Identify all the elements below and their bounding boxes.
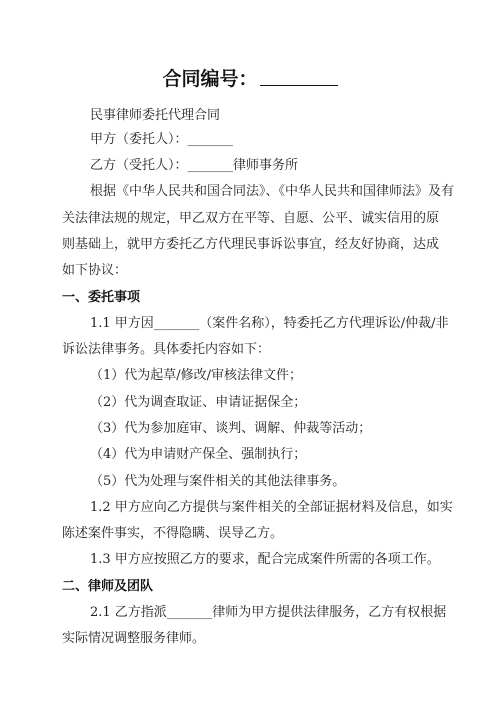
clause-1-2-line-2: 陈述案件事实，不得隐瞒、误导乙方。 [62, 526, 284, 541]
list-item-3: （3）代为参加庭审、谈判、调解、仲裁等活动； [90, 421, 372, 436]
clause-1-2-line-1: 1.2 甲方应向乙方提供与案件相关的全部证据材料及信息，如实 [90, 500, 453, 515]
list-item-1: （1）代为起草/修改/审核法律文件； [90, 368, 303, 383]
list-item-5: （5）代为处理与案件相关的其他法律事务。 [90, 474, 346, 489]
list-item-4: （4）代为申请财产保全、强制执行； [90, 447, 307, 462]
section-heading-1: 一、委托事项 [62, 290, 141, 305]
list-item-2: （2）代为调查取证、申请证据保全； [90, 395, 307, 410]
contract-subtitle: 民事律师委托代理合同 [90, 108, 221, 123]
preamble-line-3: 则基础上，就甲方委托乙方代理民事诉讼事宜，经友好协商，达成 [62, 237, 440, 252]
section-heading-2: 二、律师及团队 [62, 579, 154, 594]
clause-1-1-line-1: 1.1 甲方因_______（案件名称），特委托乙方代理诉讼/仲裁/非 [90, 316, 449, 331]
clause-1-3-line: 1.3 甲方应按照乙方的要求，配合完成案件所需的各项工作。 [90, 552, 440, 567]
preamble-line-4: 如下协议： [62, 263, 128, 278]
preamble-line-1: 根据《中华人民共和国合同法》、《中华人民共和国律师法》及有 [90, 184, 455, 199]
clause-2-1-line-1: 2.1 乙方指派_______律师为甲方提供法律服务，乙方有权根据 [90, 605, 447, 620]
clause-1-1-line-2: 诉讼法律事务。具体委托内容如下： [62, 342, 271, 357]
contract-number-title [0, 66, 500, 92]
party-a-line: 甲方（委托人）：_______ [90, 132, 234, 147]
title-label: 合同编号： [162, 68, 258, 90]
contract-number-blank [260, 67, 338, 86]
preamble-line-2: 关法律法规的规定，甲乙双方在平等、自愿、公平、诚实信用的原 [62, 211, 440, 226]
party-b-line: 乙方（受托人）：_______律师事务所 [90, 158, 299, 173]
clause-2-1-line-2: 实际情况调整服务律师。 [62, 631, 206, 646]
